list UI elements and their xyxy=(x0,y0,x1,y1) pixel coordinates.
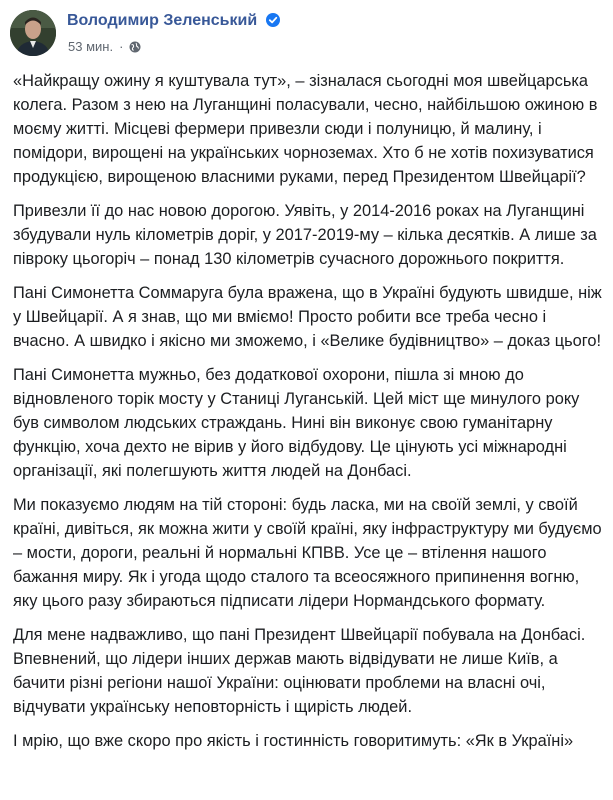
post-paragraph: І мрію, що вже скоро про якість і гостинність говоритимуть: «Як в Україні» xyxy=(13,732,574,750)
globe-icon[interactable] xyxy=(129,41,141,53)
post-body xyxy=(13,69,603,763)
post-header xyxy=(10,8,590,56)
author-name-link[interactable] xyxy=(67,12,280,30)
meta-separator: · xyxy=(119,39,124,54)
post-paragraph: Пані Симонетта Соммаруга була вражена, що в Україні будують швидше, ніж у Швейцарії. А я знав, що ми вміємо! Просто робити все треба чесно і вчасно. А швидко і якісно ми зможемо, і «Велике будівництво» – доказ цього! xyxy=(13,284,602,350)
author-avatar[interactable] xyxy=(10,10,56,56)
verified-badge-icon xyxy=(266,13,280,27)
post-paragraph: Привезли її до нас новою дорогою. Уявіть, у 2014-2016 роках на Луганщині збудували нуль кілометрів доріг, у 2017-2019-му – кілька десятків. А лише за півроку цьогоріч – понад 130 кілометрів сучасного дорожнього покриття. xyxy=(13,202,597,268)
avatar-portrait-icon xyxy=(10,10,56,56)
post-paragraph: Ми показуємо людям на тій стороні: будь ласка, ми на своїй землі, у своїй країні, дивіться, як можна жити у своїй країні, яку інфраструктуру ми будуємо – мости, дороги, реальні й нормальні КПВВ. Усе це – втілення нашого бажання миру. Як і угода щодо сталого та всеосяжного припинення вогню, яку цього разу збираються підписати лідери Нормандського формату. xyxy=(13,496,602,610)
author-name[interactable]: Володимир Зеленський xyxy=(67,12,258,29)
post-paragraph: Пані Симонетта мужньо, без додаткової охорони, пішла зі мною до відновленого торік мосту у Станиці Луганській. Цей міст ще минулого року був символом людських страждань. Нині він виконує свою гуманітарну функцію, хоча дехто не вірив у його відбудову. Це цінують усі міжнародні організації, які полегшують життя людей на Донбасі. xyxy=(13,366,580,480)
post-timestamp-link[interactable]: 53 мин. xyxy=(68,39,114,54)
post-paragraph: «Найкращу ожину я куштувала тут», – зізналася сьогодні моя швейцарська колега. Разом з нею на Луганщині поласували, чесно, найбільшою ожиною в моєму житті. Місцеві фермери привезли сюди і полуницю, й малину, і помідори, вирощені на українських чорноземах. Хто б не хотів похизуватися продукцією, вирощеною власними руками, перед Президентом Швейцарії? xyxy=(13,72,598,186)
post-paragraph: Для мене надважливо, що пані Президент Швейцарії побувала на Донбасі. Впевнений, що лідери інших держав мають відвідувати не лише Київ, а бачити різні регіони нашої України: оцінювати проблеми на власні очі, відчувати українську неповторність і щирість людей. xyxy=(13,626,586,716)
post-meta xyxy=(68,39,141,54)
